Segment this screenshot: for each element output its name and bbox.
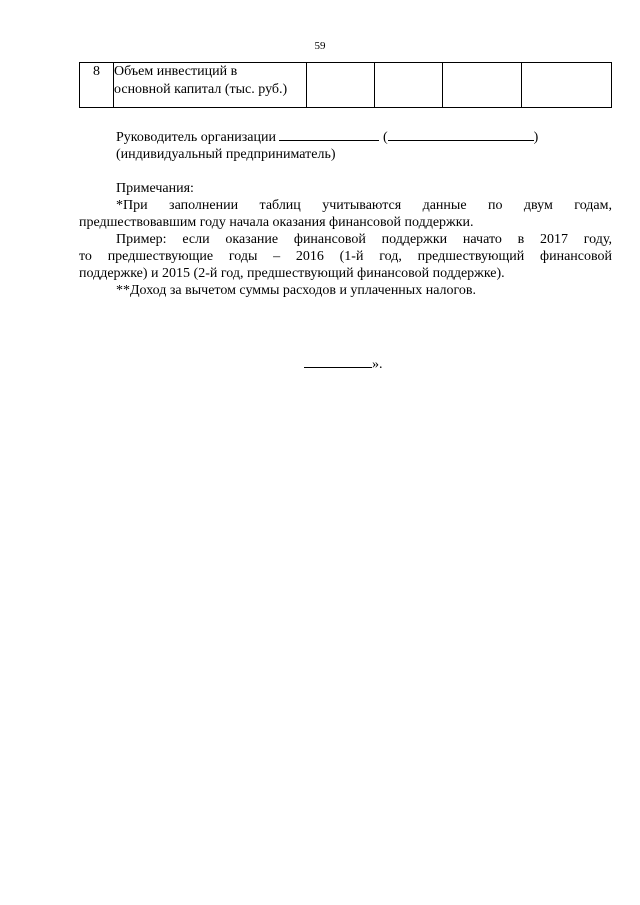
example-line: поддержке) и 2015 (2-й год, предшествующий финансовой поддержке). <box>79 266 505 281</box>
name-blank <box>388 128 534 141</box>
closing-blank <box>304 355 372 368</box>
row-label-line: основной капитал (тыс. руб.) <box>114 82 288 97</box>
notes-block <box>79 180 612 299</box>
row-label <box>114 63 307 108</box>
note-line: *При заполнении таблиц учитываются данные по двум годам, <box>116 198 612 213</box>
example-line: то предшествующие годы – 2016 (1-й год, предшествующий финансовой <box>79 249 612 264</box>
closing-line <box>304 355 383 373</box>
value-cell <box>443 63 522 108</box>
closing-mark: ». <box>372 357 383 372</box>
page-number: 59 <box>314 40 326 52</box>
close-paren: ) <box>533 130 539 145</box>
data-table <box>79 62 612 108</box>
value-cell <box>307 63 375 108</box>
row-number: 8 <box>80 63 114 108</box>
value-cell <box>522 63 612 108</box>
table-row <box>80 63 612 108</box>
signature-label: Руководитель организации <box>116 130 276 145</box>
open-paren: ( <box>382 130 388 145</box>
example-line: Пример: если оказание финансовой поддержки начато в 2017 году, <box>116 232 612 247</box>
notes-heading: Примечания: <box>116 181 194 196</box>
note-line: **Доход за вычетом суммы расходов и уплаченных налогов. <box>116 283 477 298</box>
row-label-line: Объем инвестиций в <box>114 64 238 79</box>
signature-block <box>79 128 612 163</box>
value-cell <box>375 63 443 108</box>
signature-sublabel: (индивидуальный предприниматель) <box>116 147 336 162</box>
signature-line <box>79 128 612 146</box>
signature-blank <box>279 128 379 141</box>
note-line: предшествовавшим году начала оказания финансовой поддержки. <box>79 215 474 230</box>
